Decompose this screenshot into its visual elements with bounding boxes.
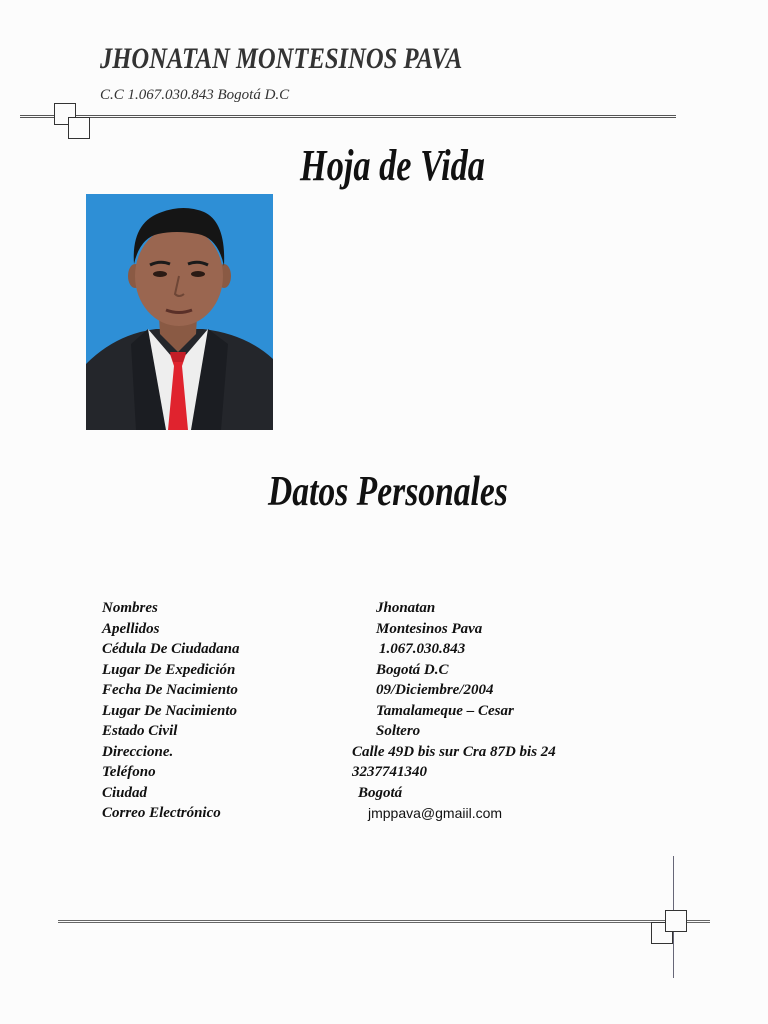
field-row-apellidos — [102, 621, 662, 642]
header-name: JHONATAN MONTESINOS PAVA — [100, 42, 463, 75]
field-value: Calle 49D bis sur Cra 87D bis 24 — [352, 743, 556, 760]
corner-square-decoration — [68, 117, 90, 139]
field-value: 1.067.030.843 — [379, 641, 466, 657]
top-divider — [20, 115, 676, 118]
field-label: Fecha De Nacimiento — [102, 682, 238, 698]
field-row-lugar-nacimiento — [102, 703, 662, 724]
field-value: 09/Diciembre/2004 — [376, 682, 494, 698]
field-row-fecha-nacimiento — [102, 682, 662, 703]
field-label: Correo Electrónico — [102, 805, 221, 821]
field-value: Tamalameque – Cesar — [376, 702, 514, 719]
header-id-line: C.C 1.067.030.843 Bogotá D.C — [100, 87, 290, 103]
field-row-telefono — [102, 764, 662, 785]
field-value: Jhonatan — [376, 600, 436, 616]
document-title: Hoja de Vida — [300, 141, 485, 190]
field-label: Estado Civil — [102, 723, 178, 739]
field-value-email: jmppava@gmaiil.com — [368, 805, 503, 821]
field-value: Soltero — [376, 723, 421, 739]
field-label: Nombres — [102, 600, 158, 616]
field-row-cedula — [102, 641, 662, 662]
corner-square-decoration — [665, 910, 687, 932]
field-value: Montesinos Pava — [376, 620, 483, 637]
field-row-correo — [102, 805, 662, 823]
personal-data-list — [102, 600, 662, 823]
bottom-divider — [58, 920, 710, 923]
field-label: Direccione. — [102, 743, 174, 760]
field-row-nombres — [102, 600, 662, 621]
portrait-image — [86, 194, 273, 430]
field-row-lugar-expedicion — [102, 662, 662, 683]
field-value: Bogotá D.C — [376, 661, 449, 678]
field-row-estado-civil — [102, 723, 662, 744]
field-label: Cédula De Ciudadana — [102, 641, 240, 657]
field-label: Ciudad — [102, 784, 148, 801]
field-label: Lugar De Nacimiento — [102, 702, 237, 719]
field-value: Bogotá — [358, 784, 403, 801]
section-title-personal-data: Datos Personales — [268, 469, 508, 515]
field-row-direccion — [102, 744, 662, 765]
field-value: 3237741340 — [352, 764, 427, 780]
field-label: Teléfono — [102, 764, 156, 780]
field-label: Lugar De Expedición — [102, 661, 236, 678]
profile-photo — [86, 194, 273, 430]
field-row-ciudad — [102, 785, 662, 806]
field-label: Apellidos — [102, 620, 160, 637]
